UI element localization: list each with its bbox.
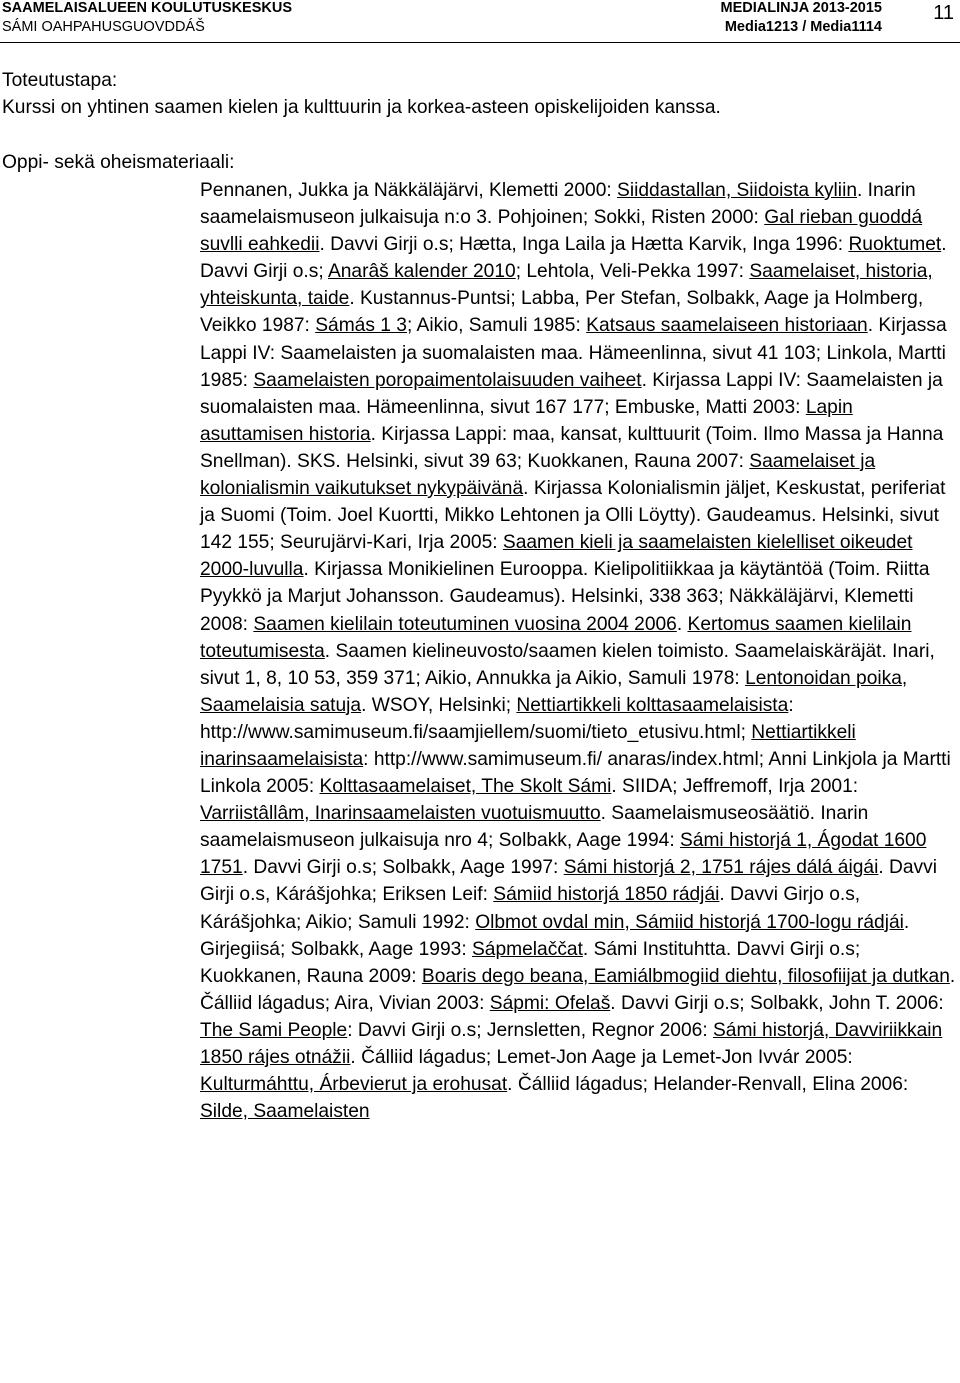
bibliography-title: Sápmelaččat xyxy=(472,938,583,960)
bibliography-title: Olbmot ovdal min, Sámiid historjá 1700-logu rádjái xyxy=(475,911,904,933)
bibliography-title: Saamelaisia satuja xyxy=(200,694,362,716)
bibliography-text: , xyxy=(901,667,908,689)
course-title: MEDIALINJA 2013-2015 xyxy=(720,0,882,16)
page-header xyxy=(0,0,960,44)
bibliography-title: Sámi historjá 2, 1751 rájes dálá áigái xyxy=(563,857,879,879)
bibliography-text: . Saamen kielineuvosto/saamen kielen toimisto. Saamelaiskäräjät. Inari, sivut 1, 8, 10 53, 359 371; Aikio, Annukka ja Aikio, Samuli 1978: xyxy=(200,640,935,689)
bibliography-text: . Girjegiisá; Solbakk, Aage 1993: xyxy=(200,911,910,960)
bibliography-text: : http://www.samimuseum.fi/ anaras/index.html; Anni Linkjola ja Martti Linkola 2005: xyxy=(200,748,951,798)
bibliography-title: Ruoktumet xyxy=(848,234,942,256)
bibliography-text: . Sámi Instituhtta. Davvi Girji o.s; Kuokkanen, Rauna 2009: xyxy=(200,938,861,987)
bibliography-title: Nettiartikkeli inarinsaamelaisista xyxy=(200,721,856,770)
bibliography-text: . Kirjassa Kolonialismin jäljet, Keskustat, periferiat ja Suomi (Toim. Joel Kuortti, Mikko Lehtonen ja Olli Löytty). Gaudeamus. Helsinki, sivut 142 155; Seurujärvi-Kari, Irja 2005: xyxy=(200,478,946,554)
bibliography-title: Lapin asuttamisen historia xyxy=(200,396,853,445)
bibliography-title: Lentonoidan poika xyxy=(745,667,902,689)
bibliography-text: : Davvi Girji o.s; Jernsletten, Regnor 2006: xyxy=(347,1019,713,1041)
bibliography-text: ; Lehtola, Veli-Pekka 1997: xyxy=(515,261,750,283)
bibliography-title: Saamelaisten poropaimentolaisuuden vaiheet xyxy=(253,369,642,391)
bibliography-text: : http://www.samimuseum.fi/saamjiellem/suomi/tieto_etusivu.html; xyxy=(200,694,794,743)
bibliography-text: . Čálliid lágadus; Lemet-Jon Aage ja Lemet-Jon Ivvár 2005: xyxy=(350,1047,853,1068)
org-subtitle: SÁMI OAHPAHUSGUOVDDÁŠ xyxy=(2,19,205,35)
bibliography-text: . Davvi Girjo o.s, Kárášjohka; Aikio; Samuli 1992: xyxy=(200,884,861,933)
materials-heading: Oppi- sekä oheismateriaali: xyxy=(2,152,235,173)
bibliography-text: . Davvi Girji o.s; Hætta, Inga Laila ja Hætta Karvik, Inga 1996: xyxy=(319,234,849,256)
bibliography-title: Kulturmáhttu, Árbevierut ja erohusat xyxy=(200,1074,508,1096)
course-groups: Media1213 / Media1114 xyxy=(724,19,882,35)
bibliography-title: Sámás 1 3 xyxy=(315,315,407,337)
bibliography-text: . Saamelaismuseosäätiö. Inarin saamelaismuseon julkaisuja nro 4; Solbakk, Aage 1994: xyxy=(200,803,869,852)
bibliography-text: . SIIDA; Jeffremoff, Irja 2001: xyxy=(611,776,859,798)
bibliography-text: . Davvi Girji o.s, Kárášjohka; Eriksen Leif: xyxy=(200,857,937,906)
implementation-heading: Toteutustapa: xyxy=(2,70,118,91)
bibliography-title: Sámi historjá 1, Ágodat 1600 1751 xyxy=(200,830,927,879)
bibliography-title: Varriistâllâm, Inarinsaamelaisten vuotuismuutto xyxy=(200,803,601,825)
bibliography-text: ; Aikio, Samuli 1985: xyxy=(406,315,587,337)
bibliography-text: . Davvi Girji o.s; Solbakk, John T. 2006: xyxy=(610,992,944,1014)
bibliography-title: Saamelaiset ja kolonialismin vaikutukset nykypäivänä xyxy=(200,450,876,500)
org-title: SAAMELAISALUEEN KOULUTUSKESKUS xyxy=(2,0,293,16)
bibliography-title: Sápmi: Ofelaš xyxy=(489,992,611,1014)
bibliography-title: Gal rieban guoddá suvlli eahkedii xyxy=(200,207,923,256)
bibliography-title: Sámiid historjá 1850 rádjái xyxy=(493,884,720,906)
bibliography-title: Saamen kielilain toteutuminen vuosina 2004 2006 xyxy=(253,613,677,635)
bibliography-title: Siiddastallan, Siidoista kyliin xyxy=(617,180,857,201)
bibliography-title: Saamen kieli ja saamelaisten kielelliset oikeudet 2000-luvulla xyxy=(200,532,913,581)
bibliography-text: . Davvi Girji o.s; Solbakk, Aage 1997: xyxy=(242,857,564,879)
bibliography-text: . Inarin saamelaismuseon julkaisuja n:o 3. Pohjoinen; Sokki, Risten 2000: xyxy=(200,180,916,229)
bibliography-text: . Čálliid lágadus; Aira, Vivian 2003: xyxy=(200,965,956,1014)
bibliography-title: Sámi historjá, Davviriikkain 1850 rájes otnážii xyxy=(200,1019,943,1068)
bibliography-title: Kolttasaamelaiset, The Skolt Sámi xyxy=(319,776,612,798)
bibliography-title: Nettiartikkeli kolttasaamelaisista xyxy=(516,694,789,716)
bibliography-text: . WSOY, Helsinki; xyxy=(361,694,517,716)
bibliography-title: Katsaus saamelaiseen historiaan xyxy=(586,315,868,337)
bibliography-title: The Sami People xyxy=(200,1019,348,1041)
page-number: 11 xyxy=(933,2,954,24)
bibliography-text: . Davvi Girji o.s; xyxy=(200,234,947,283)
bibliography-text: Pennanen, Jukka ja Näkkäläjärvi, Klemetti 2000: xyxy=(200,180,618,201)
header-divider xyxy=(0,42,960,43)
bibliography-title: Anarâš kalender 2010 xyxy=(327,261,516,283)
bibliography-text: . Kirjassa Lappi: maa, kansat, kulttuurit (Toim. Ilmo Massa ja Hanna Snellman). SKS. Helsinki, sivut 39 63; Kuokkanen, Rauna 2007: xyxy=(200,423,944,472)
bibliography-text: . Kirjassa Lappi IV: Saamelaisten ja suomalaisten maa. Hämeenlinna, sivut 167 177; Embuske, Matti 2003: xyxy=(200,369,943,418)
bibliography-title: Saamelaiset, historia, yhteiskunta, taide xyxy=(200,261,933,310)
bibliography-text: . Kirjassa Lappi IV: Saamelaisten ja suomalaisten maa. Hämeenlinna, sivut 41 103; Linkola, Martti 1985: xyxy=(200,315,947,391)
bibliography-title: Silde, Saamelaisten xyxy=(200,1101,370,1123)
bibliography-title: Kertomus saamen kielilain toteutumisesta xyxy=(200,613,912,662)
bibliography-title: Boaris dego beana, Eamiálbmogiid diehtu, filosofiijat ja dutkan xyxy=(421,965,950,987)
materials-bibliography xyxy=(200,177,958,1125)
bibliography-text: . Kustannus-Puntsi; Labba, Per Stefan, Solbakk, Aage ja Holmberg, Veikko 1987: xyxy=(200,288,924,337)
bibliography-text: . Kirjassa Monikielinen Eurooppa. Kielipolitiikkaa ja käytäntöä (Toim. Riitta Pyykkö ja Marjut Johansson. Gaudeamus). Helsinki, 338 363; Näkkäläjärvi, Klemetti 2008: xyxy=(200,559,930,635)
bibliography-text: . xyxy=(676,613,688,635)
bibliography-text: . Čálliid lágadus; Helander-Renvall, Elina 2006: xyxy=(507,1074,909,1096)
implementation-text: Kurssi on yhtinen saamen kielen ja kulttuurin ja korkea-asteen opiskelijoiden kanssa. xyxy=(2,97,721,118)
